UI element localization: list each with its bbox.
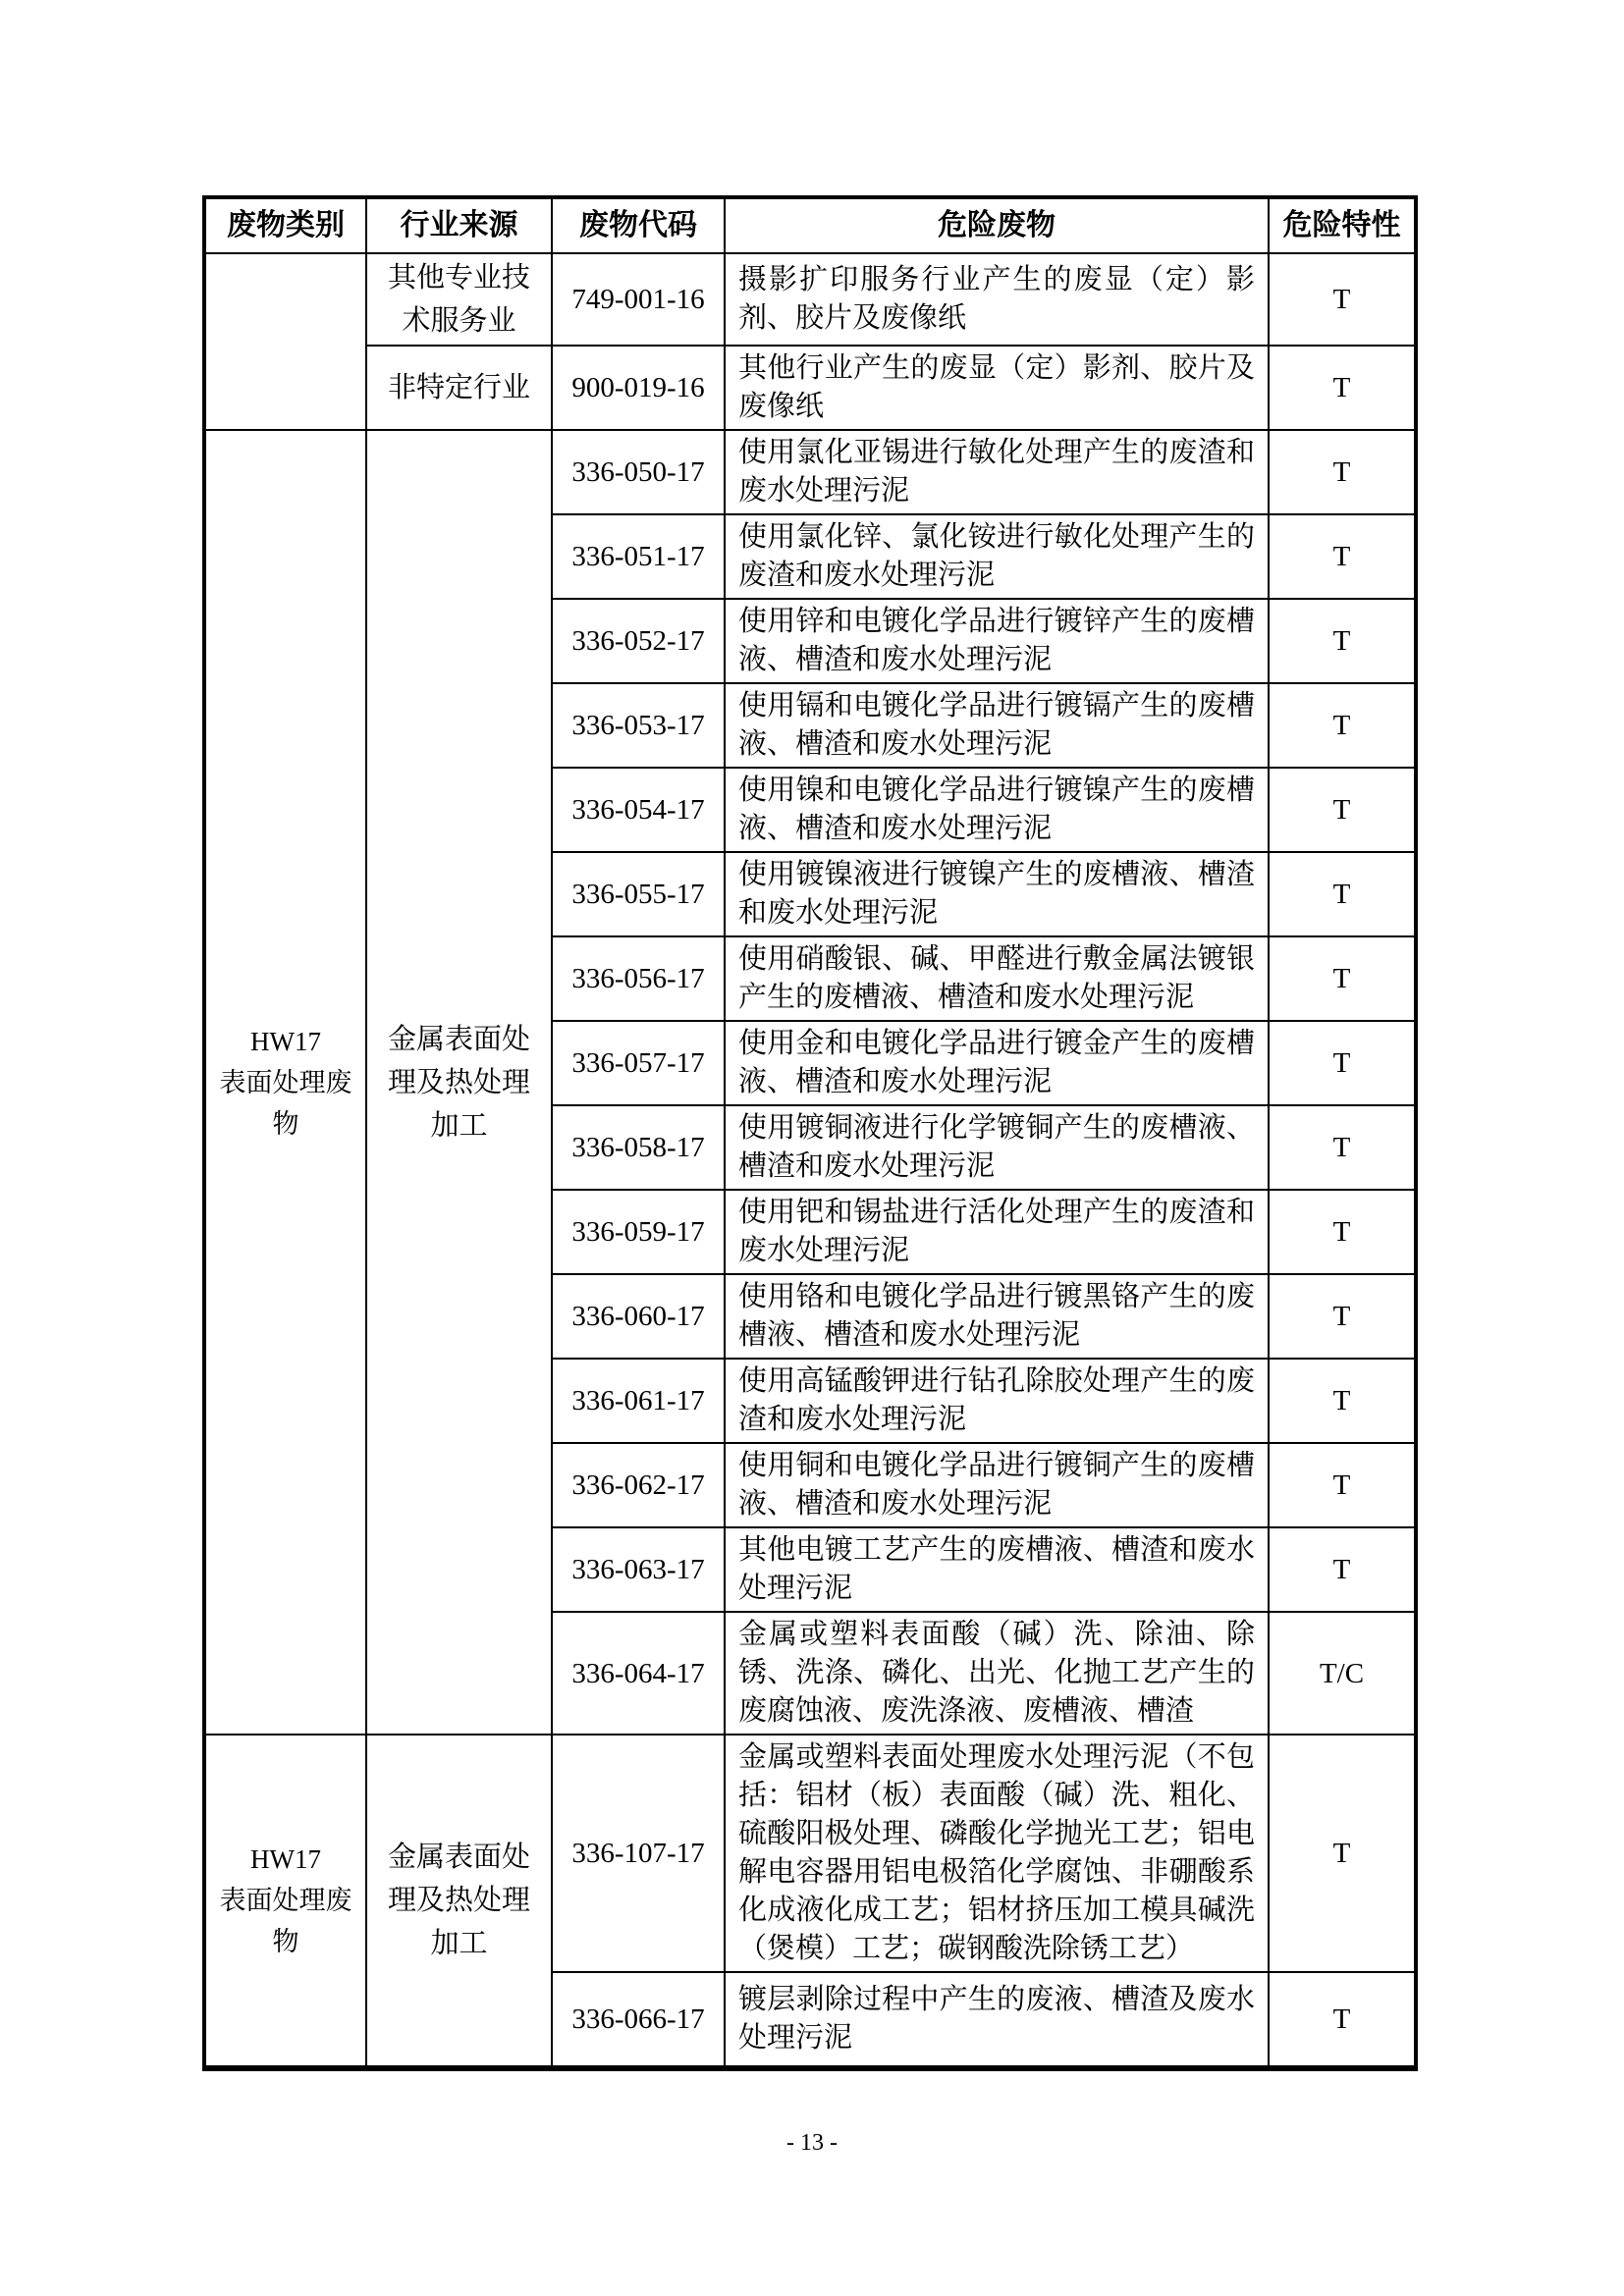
waste-cell: 其他行业产生的废显（定）影剂、胶片及废像纸 [725,346,1269,430]
hazard-cell: T [1269,1443,1416,1527]
code-cell: 749-001-16 [552,253,725,346]
hazardous-waste-table [202,195,1418,2071]
category-cell [204,430,366,1735]
hazard-cell: T [1269,683,1416,768]
hazard-cell: T [1269,1190,1416,1274]
hazard-cell: T [1269,852,1416,936]
header-code: 废物代码 [552,197,725,253]
category-code: HW17 [250,1026,321,1056]
category-label: 表面处理废物 [219,1886,352,1956]
category-cell [204,1735,366,2068]
table-row [204,346,1416,430]
waste-cell: 使用钯和锡盐进行活化处理产生的废渣和废水处理污泥 [725,1190,1269,1274]
hazard-cell: T [1269,1527,1416,1612]
code-cell: 336-053-17 [552,683,725,768]
code-cell: 336-054-17 [552,768,725,852]
code-cell: 336-057-17 [552,1021,725,1105]
code-cell: 336-052-17 [552,599,725,683]
waste-cell: 摄影扩印服务行业产生的废显（定）影剂、胶片及废像纸 [725,253,1269,346]
code-cell: 336-055-17 [552,852,725,936]
hazard-cell: T [1269,430,1416,514]
hazard-cell: T [1269,1105,1416,1190]
waste-cell: 使用锌和电镀化学品进行镀锌产生的废槽液、槽渣和废水处理污泥 [725,599,1269,683]
waste-cell: 使用金和电镀化学品进行镀金产生的废槽液、槽渣和废水处理污泥 [725,1021,1269,1105]
waste-cell: 使用镀铜液进行化学镀铜产生的废槽液、槽渣和废水处理污泥 [725,1105,1269,1190]
hazard-cell: T [1269,253,1416,346]
hazard-cell: T [1269,346,1416,430]
category-cell [204,253,366,430]
industry-cell: 非特定行业 [366,346,552,430]
hazard-cell: T [1269,1972,1416,2068]
hazard-cell: T/C [1269,1612,1416,1735]
waste-cell: 金属或塑料表面酸（碱）洗、除油、除锈、洗涤、磷化、出光、化抛工艺产生的废腐蚀液、废洗涤液、废槽液、槽渣 [725,1612,1269,1735]
waste-cell: 使用氯化锌、氯化铵进行敏化处理产生的废渣和废水处理污泥 [725,514,1269,599]
hazard-cell: T [1269,514,1416,599]
waste-cell: 使用镀镍液进行镀镍产生的废槽液、槽渣和废水处理污泥 [725,852,1269,936]
header-waste: 危险废物 [725,197,1269,253]
waste-cell: 金属或塑料表面处理废水处理污泥（不包括：铝材（板）表面酸（碱）洗、粗化、硫酸阳极处理、磷酸化学抛光工艺；铝电解电容器用铝电极箔化学腐蚀、非硼酸系化成液化成工艺；铝材挤压加工模具碱洗（煲模）工艺；碳钢酸洗除锈工艺） [725,1735,1269,1972]
hazard-cell: T [1269,1274,1416,1359]
header-hazard: 危险特性 [1269,197,1416,253]
industry-cell: 金属表面处理及热处理加工 [366,430,552,1735]
header-industry: 行业来源 [366,197,552,253]
waste-cell: 使用镉和电镀化学品进行镀镉产生的废槽液、槽渣和废水处理污泥 [725,683,1269,768]
table-row [204,430,1416,514]
waste-cell: 使用铜和电镀化学品进行镀铜产生的废槽液、槽渣和废水处理污泥 [725,1443,1269,1527]
code-cell: 336-060-17 [552,1274,725,1359]
code-cell: 336-061-17 [552,1359,725,1443]
code-cell: 336-066-17 [552,1972,725,2068]
waste-cell: 使用铬和电镀化学品进行镀黑铬产生的废槽液、槽渣和废水处理污泥 [725,1274,1269,1359]
hazard-cell: T [1269,1735,1416,1972]
code-cell: 900-019-16 [552,346,725,430]
code-cell: 336-051-17 [552,514,725,599]
table-row [204,1735,1416,1972]
code-cell: 336-107-17 [552,1735,725,1972]
hazard-cell: T [1269,1021,1416,1105]
code-cell: 336-056-17 [552,936,725,1021]
table-row [204,253,1416,346]
code-cell: 336-050-17 [552,430,725,514]
waste-cell: 使用高锰酸钾进行钻孔除胶处理产生的废渣和废水处理污泥 [725,1359,1269,1443]
category-label: 表面处理废物 [219,1067,352,1139]
code-cell: 336-062-17 [552,1443,725,1527]
hazard-cell: T [1269,936,1416,1021]
waste-cell: 使用氯化亚锡进行敏化处理产生的废渣和废水处理污泥 [725,430,1269,514]
header-row [204,197,1416,253]
code-cell: 336-063-17 [552,1527,725,1612]
category-code: HW17 [250,1844,321,1874]
waste-cell: 其他电镀工艺产生的废槽液、槽渣和废水处理污泥 [725,1527,1269,1612]
hazard-cell: T [1269,599,1416,683]
hazard-cell: T [1269,768,1416,852]
waste-cell: 镀层剥除过程中产生的废液、槽渣及废水处理污泥 [725,1972,1269,2068]
code-cell: 336-059-17 [552,1190,725,1274]
header-category: 废物类别 [204,197,366,253]
page-number: - 13 - [786,2130,838,2156]
industry-cell: 金属表面处理及热处理加工 [366,1735,552,2068]
code-cell: 336-064-17 [552,1612,725,1735]
waste-cell: 使用硝酸银、碱、甲醛进行敷金属法镀银产生的废槽液、槽渣和废水处理污泥 [725,936,1269,1021]
waste-cell: 使用镍和电镀化学品进行镀镍产生的废槽液、槽渣和废水处理污泥 [725,768,1269,852]
industry-cell: 其他专业技术服务业 [366,253,552,346]
code-cell: 336-058-17 [552,1105,725,1190]
hazard-cell: T [1269,1359,1416,1443]
